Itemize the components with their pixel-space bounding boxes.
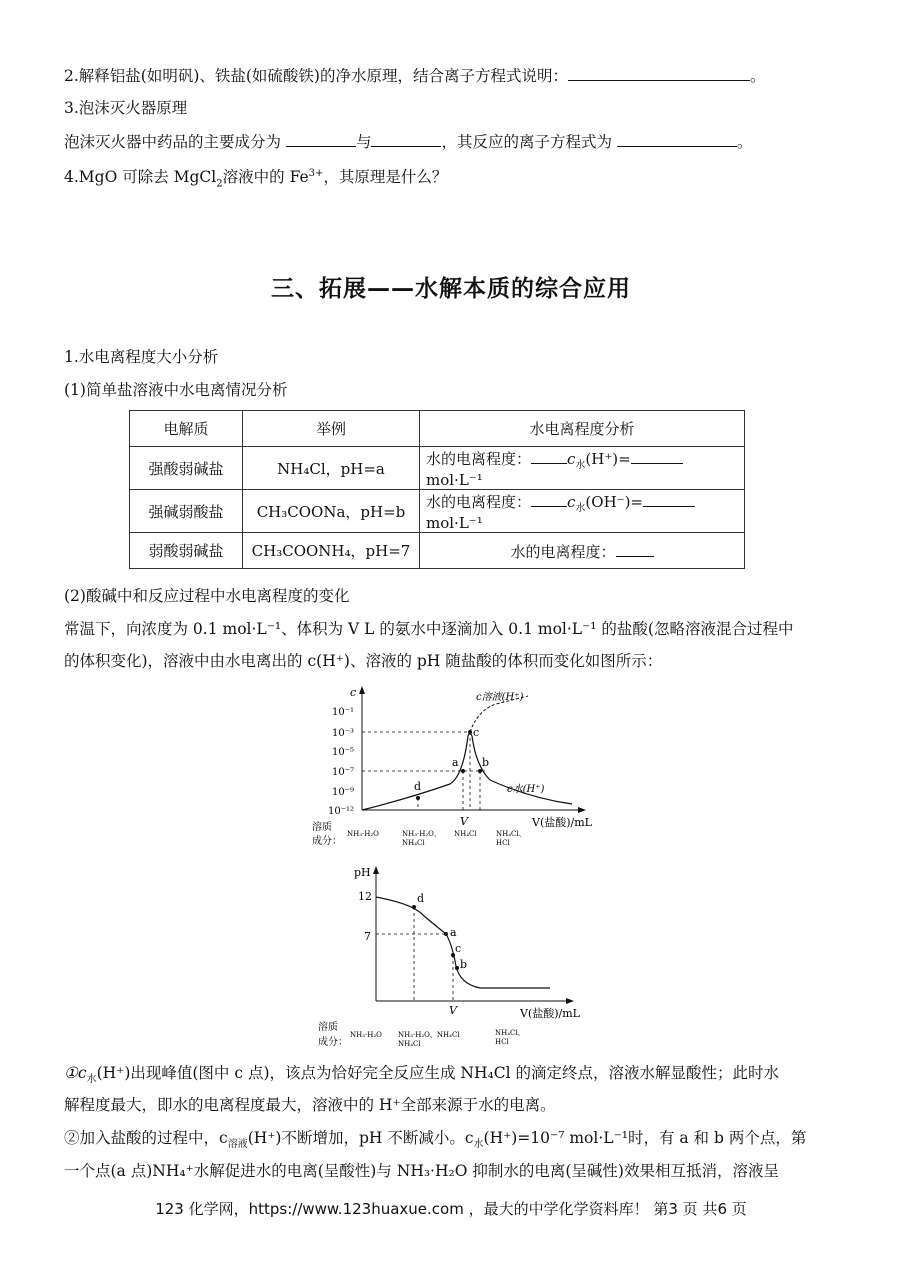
table-header-row bbox=[130, 411, 745, 447]
cell-sub: 水 bbox=[575, 503, 586, 514]
table-cell: CH₃COONH₄，pH=7 bbox=[243, 533, 420, 569]
answer-blank bbox=[617, 130, 737, 147]
q4-text2: 溶液中的 Fe bbox=[222, 168, 309, 187]
section-title: 三、拓展——水解本质的综合应用 bbox=[271, 276, 631, 302]
comp-label: 溶质 bbox=[318, 1022, 338, 1033]
curve-label: c水(H⁺) bbox=[507, 784, 545, 795]
y-tick: 10⁻¹ bbox=[332, 707, 355, 718]
answer-blank bbox=[631, 447, 683, 464]
cell-text: 水的电离程度： bbox=[510, 542, 616, 561]
x-tick: V bbox=[449, 1004, 457, 1017]
cell-text: c bbox=[567, 450, 576, 468]
comp-item: NH₄Cl bbox=[402, 839, 425, 847]
cell-text: (OH⁻)= bbox=[585, 493, 643, 511]
q3-part3: ，其反应的离子方程式为 bbox=[441, 133, 612, 151]
paragraph-1: 常温下，向浓度为 0.1 mol·L⁻¹、体积为 V L 的氨水中逐滴加入 0.1 mol·L⁻¹ 的盐酸(忽略溶液混合过程中 bbox=[64, 620, 794, 638]
comp-item: NH₄Cl、 bbox=[496, 830, 526, 838]
q4-sub: 2 bbox=[216, 178, 223, 190]
subheading-2: (2)酸碱中和反应过程中水电离程度的变化 bbox=[64, 587, 350, 605]
water-ionization-graph bbox=[300, 680, 620, 855]
period: 。 bbox=[736, 133, 753, 151]
cell-text: 水的电离程度： bbox=[426, 493, 532, 511]
y-axis-label: pH bbox=[354, 866, 371, 879]
point-d bbox=[412, 905, 416, 909]
question-2 bbox=[64, 64, 766, 87]
sub: 水 bbox=[473, 1139, 484, 1151]
sub: 水 bbox=[86, 1074, 97, 1086]
paragraph-2: 的体积变化)，溶液中由水电离出的 c(H⁺)、溶液的 pH 随盐酸的体积而变化如图所示： bbox=[64, 652, 663, 670]
y-tick: 10⁻⁷ bbox=[332, 767, 355, 778]
comp-item: NH₄Cl、 bbox=[495, 1029, 525, 1037]
point-label: d bbox=[417, 892, 425, 905]
point-b bbox=[478, 769, 482, 773]
ph-curve bbox=[376, 897, 550, 988]
table-row bbox=[130, 490, 745, 533]
y-tick: 10⁻¹² bbox=[328, 806, 355, 817]
table-cell: 强酸弱碱盐 bbox=[130, 447, 243, 490]
comp-label: 成分： bbox=[312, 836, 342, 847]
cell-sub: 水 bbox=[575, 460, 586, 471]
table-cell: NH₄Cl，pH=a bbox=[243, 447, 420, 490]
explanation-2-cont: 一个点(a 点)NH₄⁺水解促进水的电离(呈酸性)与 NH₃·H₂O 抑制水的电离(呈碱性)效果相互抵消，溶液呈 bbox=[64, 1162, 779, 1180]
q3-part2: 与 bbox=[355, 133, 372, 151]
table-cell: 强碱弱酸盐 bbox=[130, 490, 243, 533]
answer-blank bbox=[616, 540, 654, 557]
point-c bbox=[468, 730, 472, 734]
text: (H⁺)=10⁻⁷ mol·L⁻¹时，有 a 和 b 两个点，第 bbox=[483, 1129, 807, 1147]
text: (H⁺)不断增加，pH 不断减小。c bbox=[247, 1129, 474, 1147]
point-b bbox=[455, 966, 459, 970]
explanation-1-cont: 解程度最大，即水的电离程度最大，溶液中的 H⁺全部来源于水的电离。 bbox=[64, 1096, 556, 1114]
sub: 溶液 bbox=[227, 1139, 248, 1151]
point-label: b bbox=[482, 756, 490, 769]
answer-blank bbox=[568, 64, 750, 81]
point-a bbox=[461, 769, 465, 773]
table-cell bbox=[420, 447, 745, 490]
cell-text: (H⁺)= bbox=[585, 450, 631, 468]
y-tick: 10⁻³ bbox=[332, 728, 355, 739]
text: ②加入盐酸的过程中，c bbox=[64, 1129, 228, 1147]
curve-label: c溶液(H⁺) bbox=[476, 692, 524, 703]
table-cell bbox=[420, 533, 745, 569]
cell-text: c bbox=[567, 493, 576, 511]
y-tick: 10⁻⁵ bbox=[332, 747, 355, 758]
page-footer: 123 化学网，https://www.123huaxue.com ，最大的中学化学资料库！ 第3 页 共6 页 bbox=[155, 1200, 747, 1218]
comp-item: NH₃·H₂O、 bbox=[402, 830, 441, 838]
table-header: 水电离程度分析 bbox=[420, 411, 745, 447]
text: (H⁺)出现峰值(图中 c 点)，该点为恰好完全反应生成 NH₄Cl 的滴定终点，溶液水解显酸性；此时水 bbox=[96, 1064, 779, 1082]
comp-item: HCl bbox=[495, 1038, 509, 1046]
question-3-title: 3.泡沫灭火器原理 bbox=[64, 99, 188, 117]
y-axis-label: c bbox=[350, 686, 357, 699]
table-header: 举例 bbox=[243, 411, 420, 447]
table-cell bbox=[420, 490, 745, 533]
point-label: b bbox=[460, 958, 468, 971]
question-3-body bbox=[64, 130, 752, 153]
question-4 bbox=[64, 163, 447, 195]
q3-part1: 泡沫灭火器中药品的主要成分为 bbox=[64, 133, 282, 151]
answer-blank bbox=[531, 447, 567, 464]
answer-blank bbox=[531, 490, 567, 507]
comp-item: HCl bbox=[496, 839, 510, 847]
point-d bbox=[416, 796, 420, 800]
q4-text: 4.MgO 可除去 MgCl bbox=[64, 168, 217, 187]
text: ①c bbox=[64, 1064, 87, 1082]
answer-blank bbox=[371, 130, 441, 147]
comp-label: 成分： bbox=[318, 1037, 348, 1048]
period: 。 bbox=[749, 67, 766, 85]
point-label: c bbox=[473, 726, 480, 739]
table-header: 电解质 bbox=[130, 411, 243, 447]
comp-label: 溶质 bbox=[312, 822, 332, 833]
comp-item: NH₄Cl bbox=[398, 1040, 421, 1048]
table-cell: CH₃COONa，pH=b bbox=[243, 490, 420, 533]
x-tick: V bbox=[460, 815, 468, 828]
explanation-1 bbox=[64, 1062, 779, 1091]
table-row bbox=[130, 533, 745, 569]
point-label: a bbox=[450, 926, 457, 939]
comp-item: NH₃·H₂O bbox=[350, 1031, 382, 1039]
point-label: a bbox=[452, 756, 459, 769]
subheading-1a: (1)简单盐溶液中水电离情况分析 bbox=[64, 381, 288, 399]
y-tick: 12 bbox=[358, 890, 372, 903]
cell-text: mol·L⁻¹ bbox=[426, 514, 483, 532]
cell-text: mol·L⁻¹ bbox=[426, 471, 483, 489]
cell-text: 水的电离程度： bbox=[426, 450, 532, 468]
comp-item: NH₃·H₂O bbox=[347, 830, 379, 838]
comp-item: NH₄Cl bbox=[454, 830, 477, 838]
q4-text3: ，其原理是什么？ bbox=[323, 168, 448, 187]
explanation-2 bbox=[64, 1127, 806, 1156]
x-axis-label: V(盐酸)/mL bbox=[532, 816, 592, 829]
point-label: d bbox=[414, 780, 422, 793]
ph-titration-graph bbox=[310, 860, 610, 1055]
table-cell: 弱酸弱碱盐 bbox=[130, 533, 243, 569]
answer-blank bbox=[643, 490, 695, 507]
subheading-1: 1.水电离程度大小分析 bbox=[64, 348, 219, 366]
y-tick: 10⁻⁹ bbox=[332, 787, 355, 798]
table-row bbox=[130, 447, 745, 490]
comp-item: NH₃·H₂O、NH₄Cl bbox=[398, 1031, 460, 1039]
point-label: c bbox=[455, 942, 462, 955]
question-2-text: 2.解释铝盐(如明矾)、铁盐(如硫酸铁)的净水原理，结合离子方程式说明： bbox=[64, 67, 568, 85]
answer-blank bbox=[286, 130, 356, 147]
x-axis-label: V(盐酸)/mL bbox=[520, 1007, 580, 1020]
q4-sup: 3+ bbox=[308, 168, 324, 179]
point-a bbox=[444, 932, 448, 936]
y-tick: 7 bbox=[364, 930, 371, 943]
analysis-table bbox=[129, 410, 745, 569]
